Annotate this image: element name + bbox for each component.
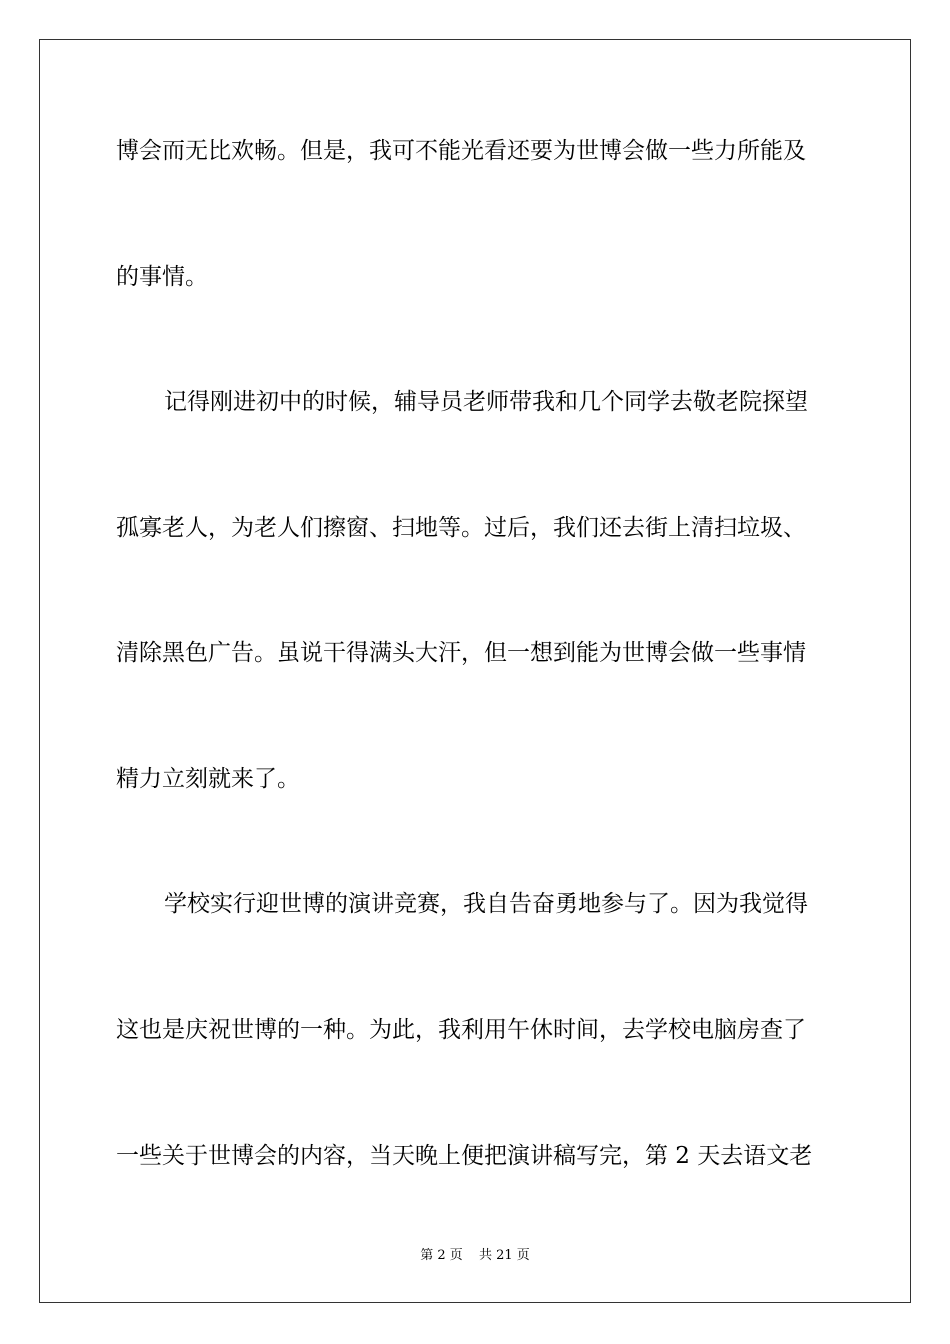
text-line: 一些关于世博会的内容，当天晚上便把演讲稿写完，第 2 天去语文老 xyxy=(116,1143,813,1169)
text-line: 学校实行迎世博的演讲竞赛，我自告奋勇地参与了。因为我觉得 xyxy=(164,891,808,917)
text-line: 清除黑色广告。虽说干得满头大汗，但一想到能为世博会做一些事情 xyxy=(116,640,806,666)
page-border xyxy=(39,39,911,1303)
page-total: 共 21 页 xyxy=(478,1248,530,1263)
text-line: 的事情。 xyxy=(116,264,208,290)
text-line: 博会而无比欢畅。但是，我可不能光看还要为世博会做一些力所能及 xyxy=(116,138,806,164)
page-footer xyxy=(0,1247,950,1265)
text-line: 精力立刻就来了。 xyxy=(116,766,300,792)
text-line: 这也是庆祝世博的一种。为此，我利用午休时间，去学校电脑房查了 xyxy=(116,1017,806,1043)
text-line: 孤寡老人，为老人们擦窗、扫地等。过后，我们还去街上清扫垃圾、 xyxy=(116,515,806,541)
text-line: 记得刚进初中的时候，辅导员老师带我和几个同学去敬老院探望 xyxy=(164,389,808,415)
page-number: 第 2 页 xyxy=(420,1248,463,1263)
